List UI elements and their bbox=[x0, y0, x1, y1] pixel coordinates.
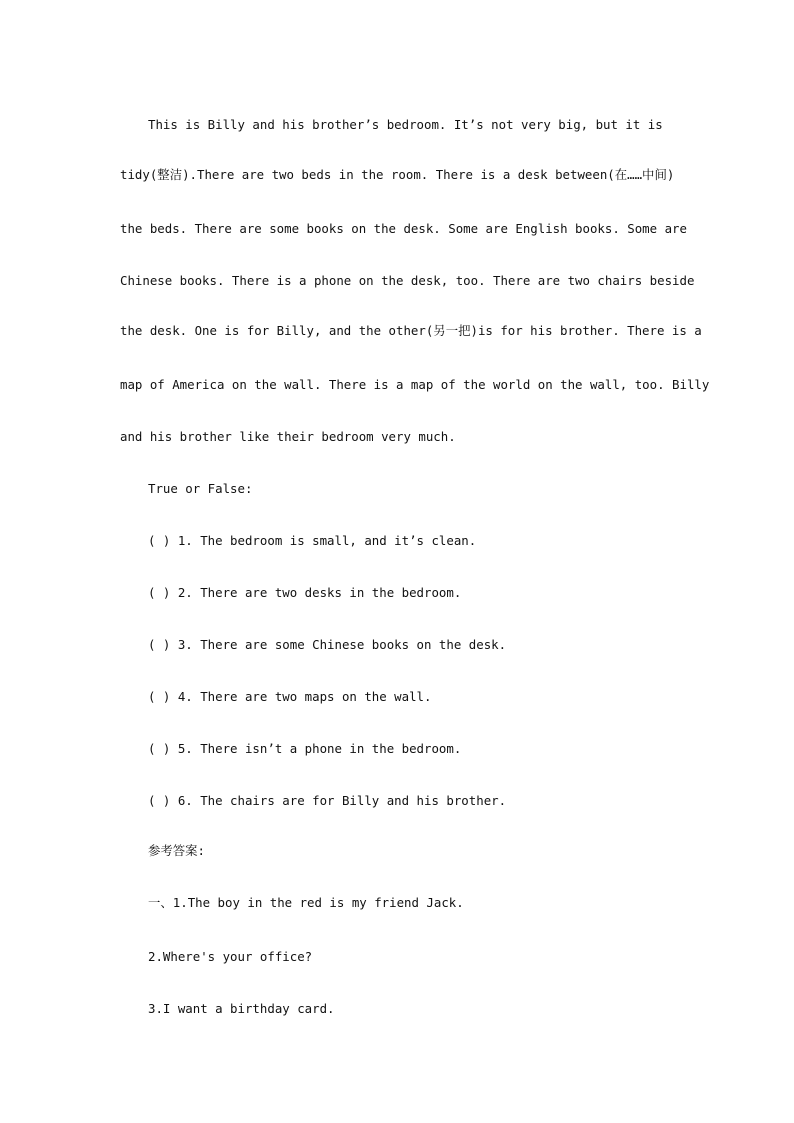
quiz-item-2: ( ) 2. There are two desks in the bedroom. bbox=[148, 585, 462, 600]
answer-item-3: 3.I want a birthday card. bbox=[148, 1001, 335, 1016]
answers-heading: 参考答案: bbox=[148, 843, 206, 858]
answer-item-2: 2.Where's your office? bbox=[148, 949, 313, 964]
quiz-item-6: ( ) 6. The chairs are for Billy and his brother. bbox=[148, 793, 507, 808]
quiz-item-5: ( ) 5. There isn’t a phone in the bedroom. bbox=[148, 741, 462, 756]
passage-line-7: and his brother like their bedroom very much. bbox=[120, 429, 456, 444]
passage-line-6: map of America on the wall. There is a map of the world on the wall, too. Billy bbox=[120, 377, 710, 392]
passage-line-4: Chinese books. There is a phone on the desk, too. There are two chairs beside bbox=[120, 273, 695, 288]
quiz-item-3: ( ) 3. There are some Chinese books on the desk. bbox=[148, 637, 507, 652]
passage-line-2: tidy(整洁).There are two beds in the room. There is a desk between(在……中间) bbox=[120, 167, 675, 182]
passage-line-1: This is Billy and his brother’s bedroom. It’s not very big, but it is bbox=[148, 117, 663, 132]
passage-line-3: the beds. There are some books on the desk. Some are English books. Some are bbox=[120, 221, 687, 236]
quiz-heading: True or False: bbox=[148, 481, 253, 496]
passage-line-5: the desk. One is for Billy, and the other(另一把)is for his brother. There is a bbox=[120, 323, 702, 338]
quiz-item-1: ( ) 1. The bedroom is small, and it’s clean. bbox=[148, 533, 477, 548]
quiz-item-4: ( ) 4. There are two maps on the wall. bbox=[148, 689, 432, 704]
answer-item-1: 一、1.The boy in the red is my friend Jack. bbox=[148, 895, 464, 910]
